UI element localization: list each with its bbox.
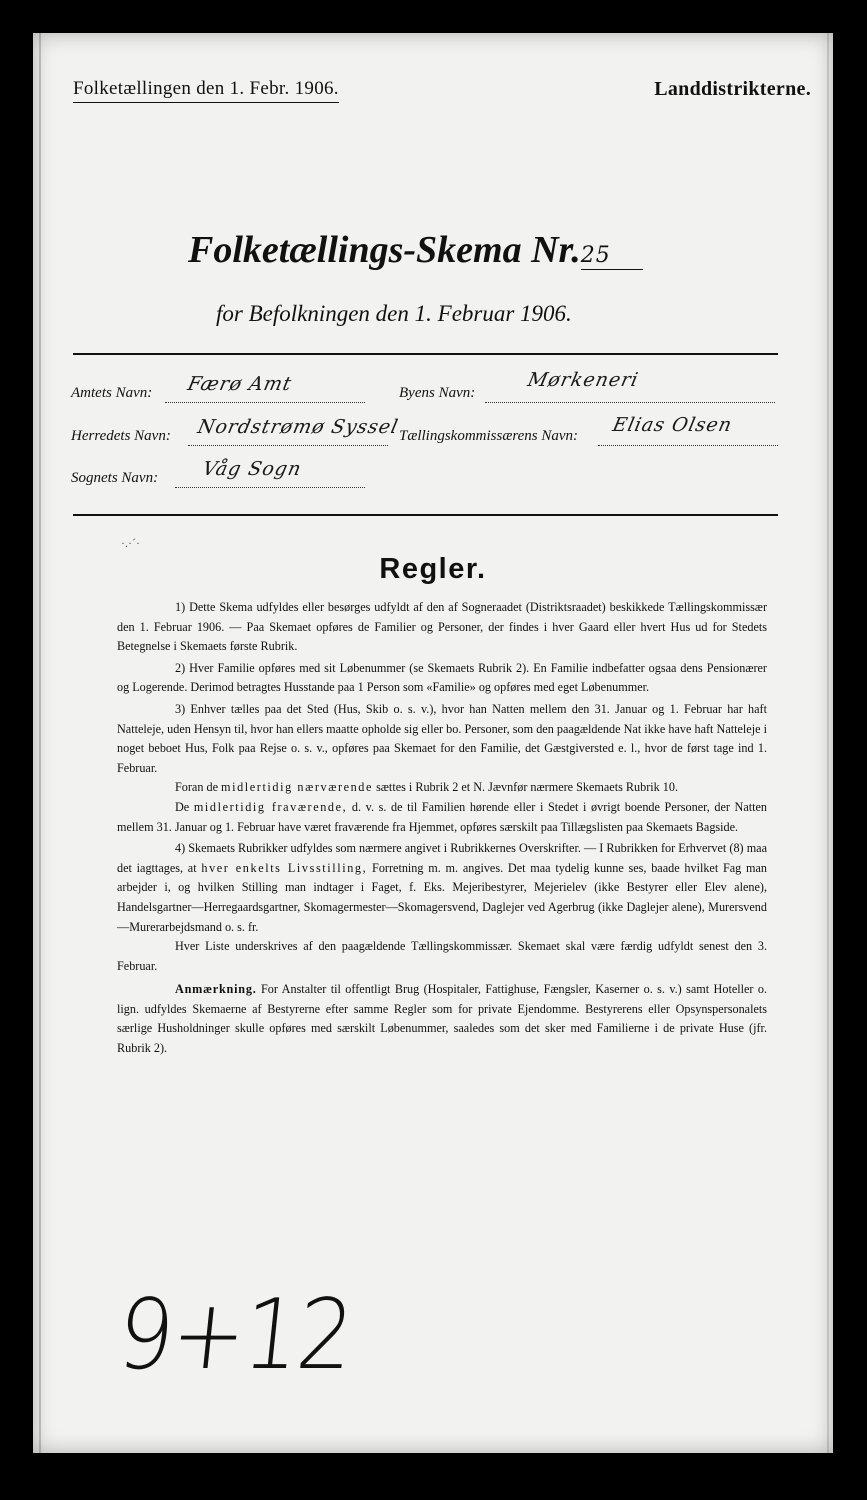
sheet-edge <box>827 33 829 1453</box>
divider-top <box>73 353 778 355</box>
divider-bottom <box>73 514 778 516</box>
herred-value: Nordstrømø Syssel <box>195 416 401 438</box>
rule-5: Hver Liste underskrives af den paagældende Tællingskommissær. Skemaet skal være færdig udfyldt senest den 3. Februar. <box>117 939 767 973</box>
note-heading: Anmærkning. <box>175 982 257 997</box>
herred-line <box>188 444 388 446</box>
rule-3-present <box>117 778 767 798</box>
rule-4 <box>117 839 767 937</box>
rule-3: 3) Enhver tælles paa det Sted (Hus, Skib o. s. v.), hvor han Natten mellem den 31. Januar og 1. Februar har haft Natteleje, uden Hensyn til, hvor han ellers maatte opholde sig eller bo. Personer, som den paagældende Nat ikke have haft Natteleje i noget beboet Hus, Folk paa Rejse o. s. v., opføres paa Skemaet for den Familie, det Gæstgiversted e. l., hvor de først tage ind 1. Februar. <box>117 701 767 775</box>
sogn-line <box>175 486 365 488</box>
form-title-text: Folketællings-Skema Nr. <box>188 229 581 271</box>
note-body: For Anstalter til offentligt Brug (Hospitaler, Fattighuse, Fængsler, Kaserner o. s. v.) samt Hoteller o. lign. udfyldes Skemaerne af Bestyrerne efter samme Regler som for private Ejendomme. Bestyrerens eller Opsynspersonalets særlige Husholdninger skulle opføres med særskilt Løbenummer, saaledes som det sker med Familierne i de private Huse (jfr. Rubrik 2). <box>117 982 768 1056</box>
handwritten-note: 9+12 <box>112 1277 358 1392</box>
form-subtitle: for Befolkningen den 1. Februar 1906. <box>216 301 572 326</box>
kommissaer-line <box>598 444 778 446</box>
by-value: Mørkeneri <box>525 369 641 391</box>
rules-text <box>117 598 767 1059</box>
rule-3-present-pre: Foran de <box>175 780 218 795</box>
rule-3-present-emph: midlertidig nærværende <box>221 780 374 795</box>
form-number: 25 <box>581 243 643 270</box>
paper-speck: ·.·´· <box>121 536 140 550</box>
rule-2: 2) Hver Familie opføres med sit Løbenummer (se Skemaets Rubrik 2). En Familie indbefatter ogsaa dens Pensionærer og Logerende. Derimod betragtes Husstande paa 1 Person som «Familie» og opføres med eget Løbenummer. <box>117 660 767 695</box>
by-line <box>485 401 775 403</box>
header-district-type: Landdistrikterne. <box>654 78 811 100</box>
header-census-date: Folketællingen den 1. Febr. 1906. <box>73 78 339 103</box>
rule-4-post: Forretning m. m. angives. Det maa tydelig kunne ses, baade hvilket Fag man arbejder i, og hvilken Stilling man indtager i Faget, f. Eks. Mejeribestyrer, Mejerielev (ikke Bestyrer eller Elev alene), Handelsgartner—Herregaardsgartner, Skomagermester—Skomagersvend, Daglejer ved Agerbrug (ikke Daglejer alene), Murersvend—Murerarbejdsmand o. s. fr. <box>117 860 768 934</box>
form-title <box>188 228 643 272</box>
rule-3-absent-pre: De <box>175 799 190 814</box>
sogn-value: Våg Sogn <box>200 458 304 480</box>
sheet-edge <box>39 33 41 1453</box>
rule-4-emph: hver enkelts Livsstilling, <box>201 860 368 875</box>
rule-3-absent-post: d. v. s. de til Familien hørende eller i Stedet i øvrigt boende Personer, der Natten mellem 31. Januar og 1. Februar have været fraværende fra Hjemmet, opføres særskilt paa Tillægslisten paa Skemaets Bagside. <box>117 799 768 834</box>
census-form-sheet <box>33 33 833 1453</box>
herred-label: Herredets Navn: <box>71 428 171 444</box>
rule-3-absent-emph: midlertidig fraværende, <box>193 799 348 814</box>
kommissaer-label: Tællingskommissærens Navn: <box>399 428 579 444</box>
amt-line <box>165 401 365 403</box>
rule-3-absent <box>117 798 767 837</box>
rules-heading: Regler. <box>379 553 487 585</box>
sogn-label: Sognets Navn: <box>71 470 159 486</box>
by-label: Byens Navn: <box>399 385 476 401</box>
kommissaer-value: Elias Olsen <box>610 414 735 436</box>
rule-3-present-post: sættes i Rubrik 2 et N. Jævnfør nærmere Skemaets Rubrik 10. <box>376 780 679 795</box>
rule-4-pre: 4) Skemaets Rubrikker udfyldes som nærmere angivet i Rubrikkernes Overskrifter. — I Rubrikken for Erhvervet (8) maa det iagttages, at <box>117 841 767 875</box>
amt-label: Amtets Navn: <box>71 385 153 401</box>
rule-1: 1) Dette Skema udfyldes eller besørges udfyldt af den af Sogneraadet (Distriktsraadet) beskikkede Tællingskommissær den 1. Februar 1906. — Paa Skemaet opføres de Familier og Personer, der findes i hver Gaard eller hvert Hus ud for Stedets Betegnelse i Skemaets første Rubrik. <box>117 600 767 654</box>
ink-bleed-through <box>333 1193 673 1223</box>
amt-value: Færø Amt <box>185 373 295 395</box>
note <box>117 980 767 1058</box>
